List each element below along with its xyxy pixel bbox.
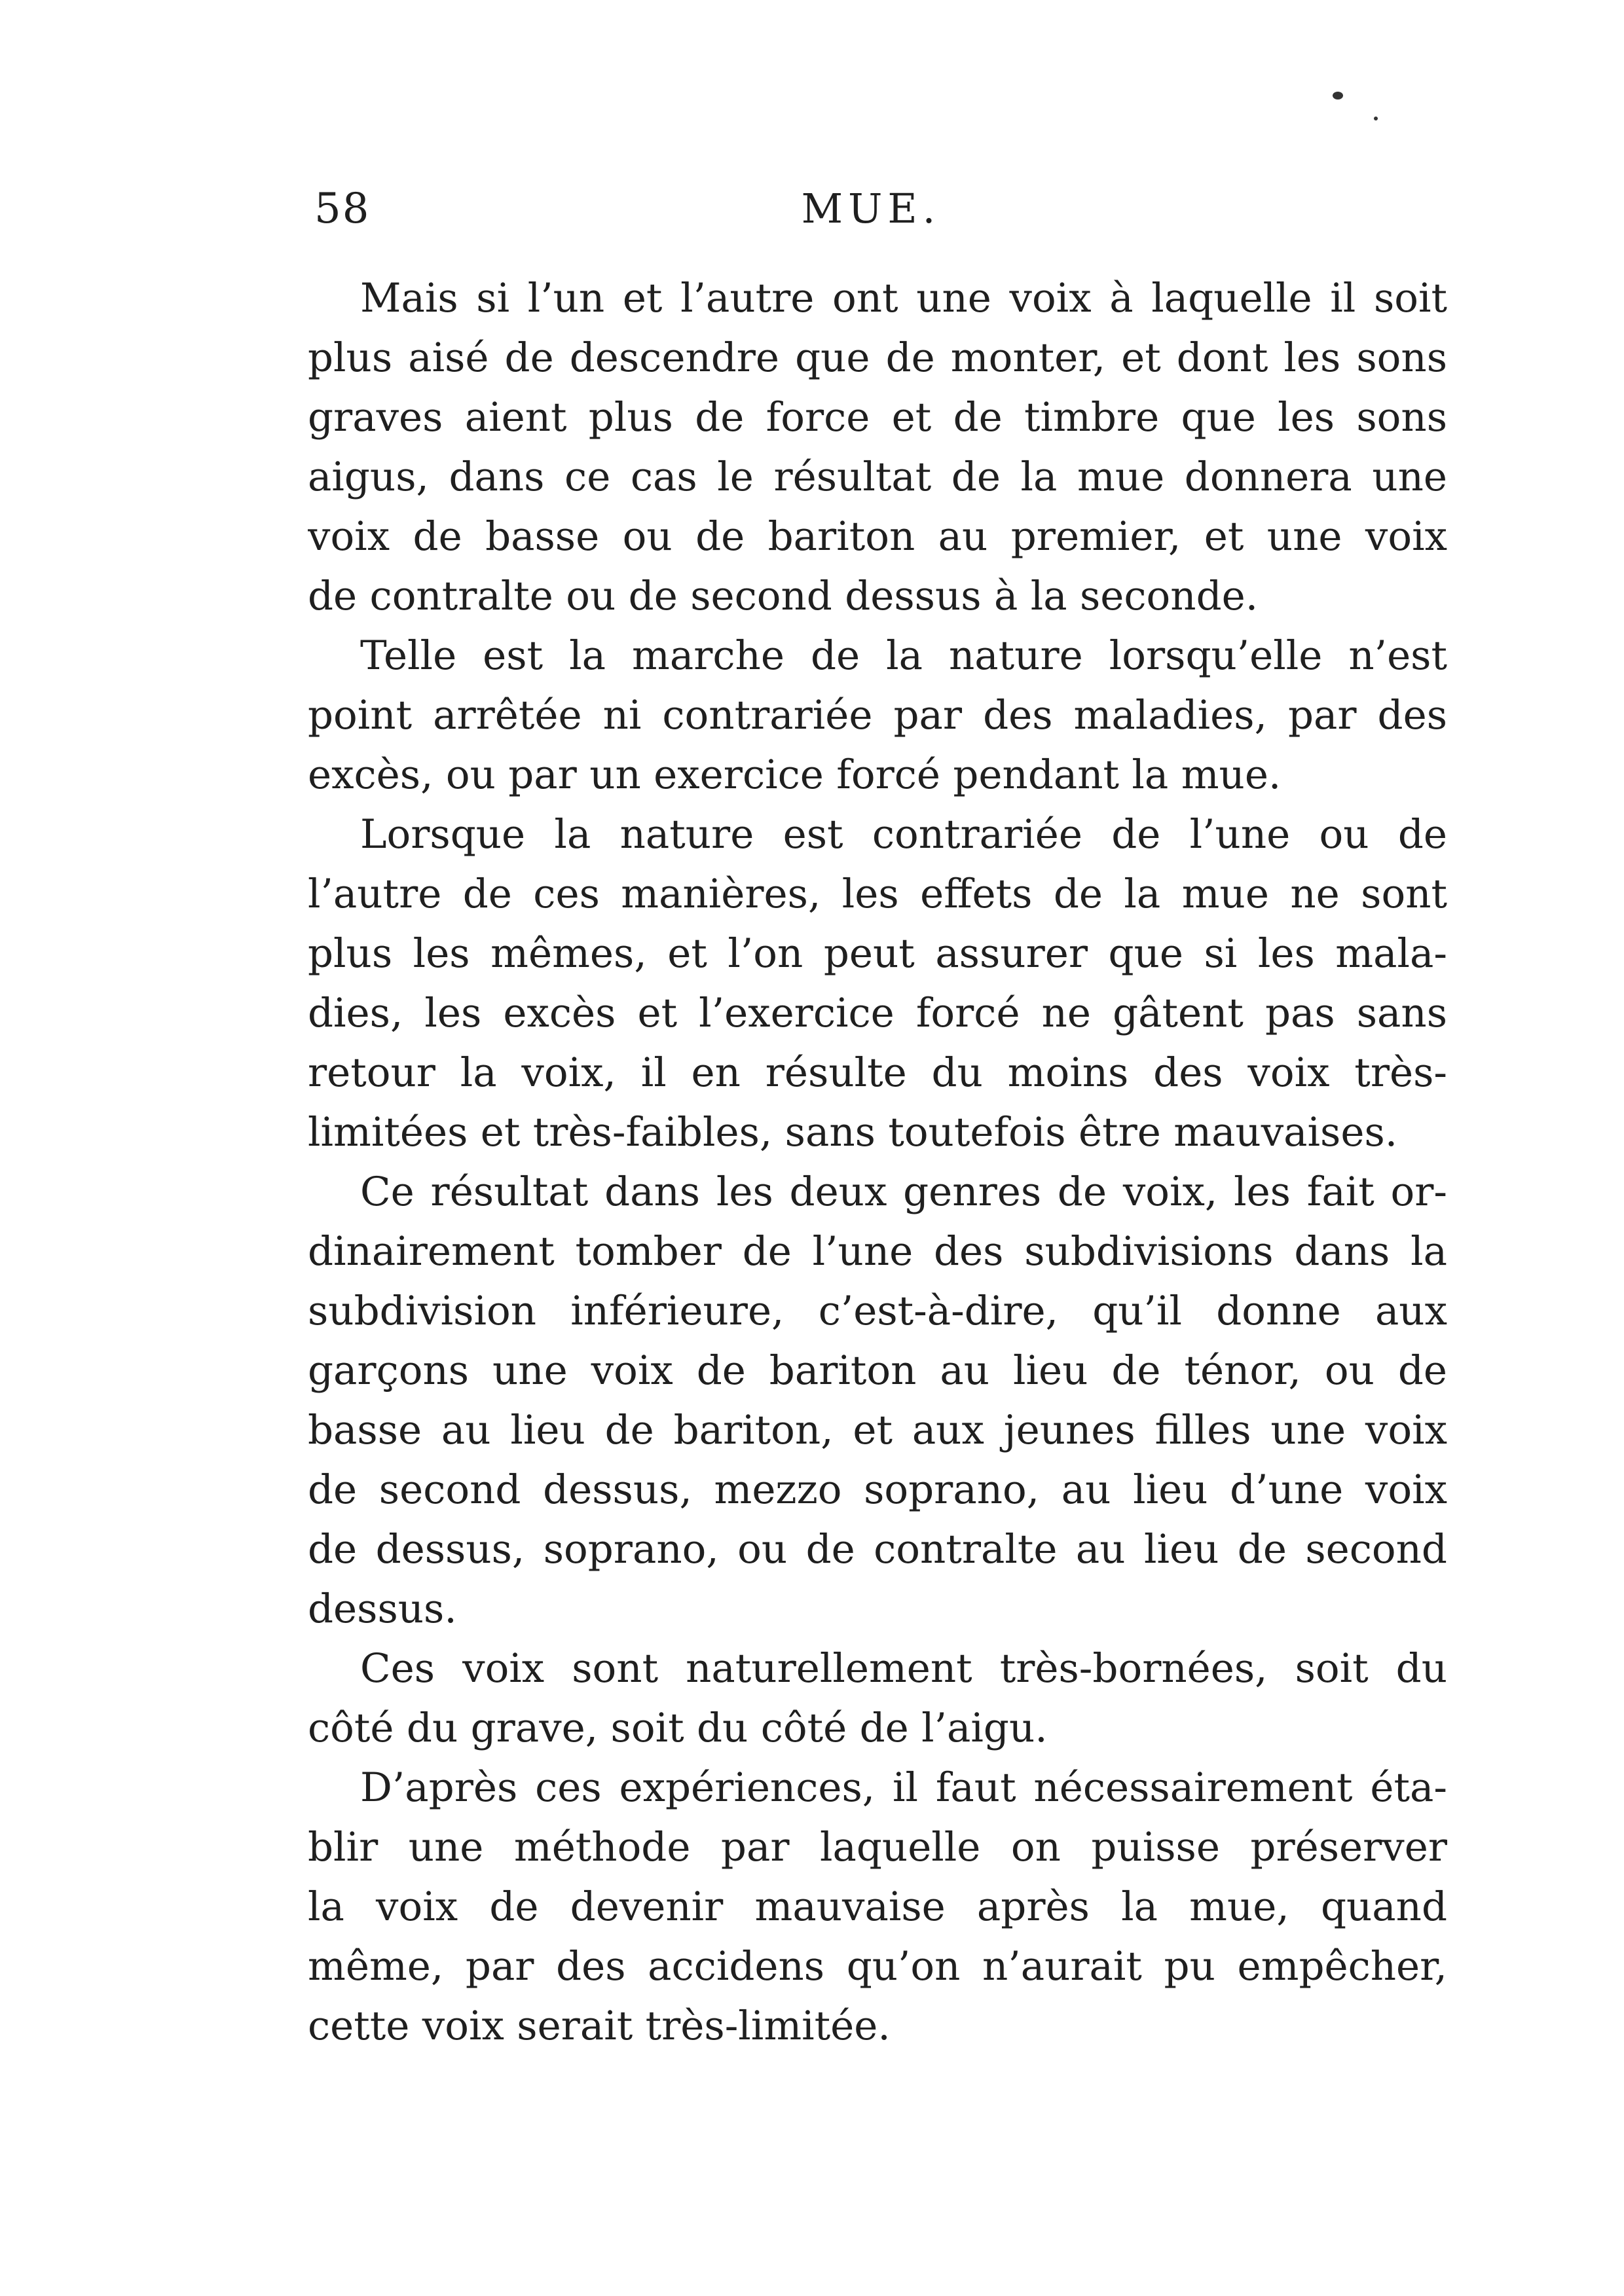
text-line: aigus, dans ce cas le résultat de la mue donnera une <box>308 454 1447 500</box>
page-number: 58 <box>314 185 371 233</box>
paragraph-6 <box>308 1758 1447 2056</box>
text-line: Telle est la marche de la nature lorsqu’elle n’est <box>360 632 1447 679</box>
text-line: retour la voix, il en résulte du moins des voix très- <box>308 1049 1447 1096</box>
ink-speck <box>1374 117 1378 120</box>
text-line: dinairement tomber de l’une des subdivisions dans la <box>308 1228 1447 1275</box>
text-line: excès, ou par un exercice forcé pendant la mue. <box>308 752 1282 798</box>
text-line: même, par des accidens qu’on n’aurait pu empêcher, <box>308 1943 1447 1990</box>
text-line: dies, les excès et l’exercice forcé ne gâtent pas sans <box>308 990 1447 1036</box>
text-line: la voix de devenir mauvaise après la mue, quand <box>308 1884 1447 1930</box>
paragraph-1 <box>308 268 1447 626</box>
text-line: subdivision inférieure, c’est-à-dire, qu’il donne aux <box>308 1288 1447 1334</box>
text-line: Mais si l’un et l’autre ont une voix à laquelle il soit <box>360 275 1447 321</box>
text-line: point arrêtée ni contrariée par des maladies, par des <box>308 692 1447 738</box>
text-line: limitées et très-faibles, sans toutefois être mauvaises. <box>308 1109 1398 1156</box>
text-line: Lorsque la nature est contrariée de l’une ou de <box>360 811 1447 858</box>
running-head: MUE. <box>801 185 941 232</box>
text-line: Ce résultat dans les deux genres de voix, les fait or- <box>360 1169 1447 1215</box>
text-line: graves aient plus de force et de timbre que les sons <box>308 394 1447 441</box>
text-line: plus les mêmes, et l’on peut assurer que si les mala- <box>308 930 1447 977</box>
text-line: blir une méthode par laquelle on puisse préserver <box>308 1824 1447 1870</box>
paragraph-4 <box>308 1162 1447 1639</box>
text-line: Ces voix sont naturellement très-bornées, soit du <box>360 1645 1447 1692</box>
paragraph-2 <box>308 626 1447 805</box>
text-line: basse au lieu de bariton, et aux jeunes filles une voix <box>308 1407 1447 1453</box>
text-line: cette voix serait très-limitée. <box>308 2003 891 2049</box>
text-line: D’après ces expériences, il faut nécessairement éta- <box>360 1764 1447 1811</box>
text-line: l’autre de ces manières, les effets de la mue ne sont <box>308 871 1447 917</box>
text-line: garçons une voix de bariton au lieu de ténor, ou de <box>308 1347 1447 1394</box>
text-line: plus aisé de descendre que de monter, et dont les sons <box>308 335 1447 381</box>
text-line: de dessus, soprano, ou de contralte au lieu de second <box>308 1526 1447 1573</box>
text-line: de contralte ou de second dessus à la seconde. <box>308 573 1259 619</box>
paragraph-5 <box>308 1639 1447 1758</box>
text-line: de second dessus, mezzo soprano, au lieu d’une voix <box>308 1467 1447 1513</box>
text-line: voix de basse ou de bariton au premier, et une voix <box>308 513 1447 560</box>
paragraph-3 <box>308 805 1447 1162</box>
text-line: dessus. <box>308 1586 457 1632</box>
page-header <box>314 185 1428 250</box>
text-line: côté du grave, soit du côté de l’aigu. <box>308 1705 1048 1751</box>
body-text <box>308 268 1447 2056</box>
ink-speck <box>1333 92 1343 100</box>
